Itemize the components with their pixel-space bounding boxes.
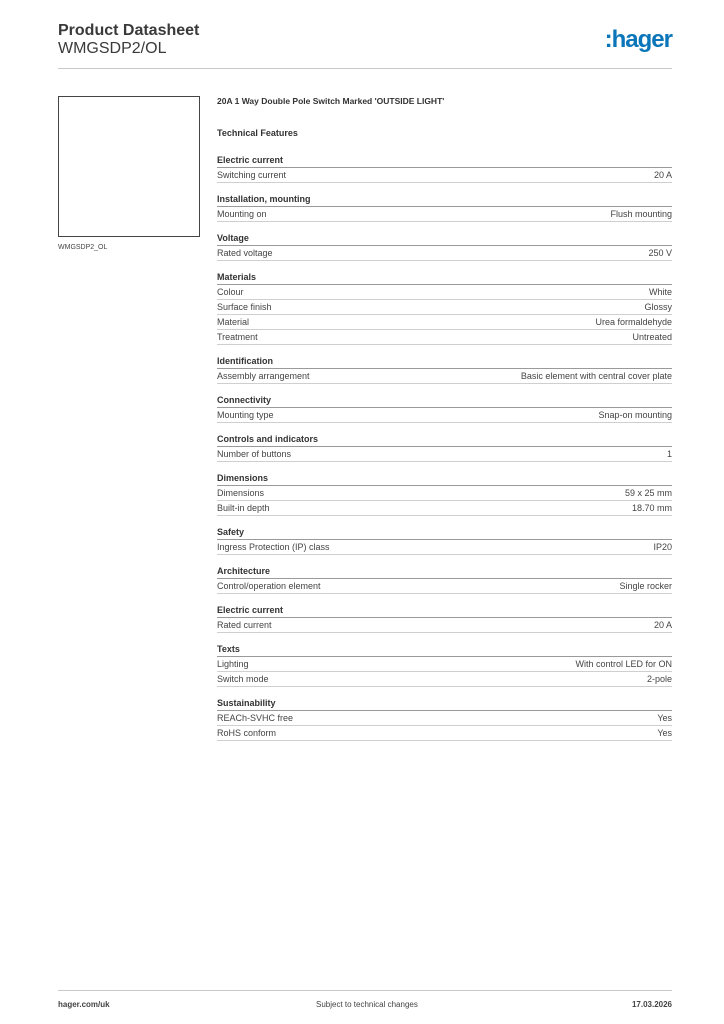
feature-section xyxy=(217,355,672,384)
feature-label: Switching current xyxy=(217,170,287,180)
hager-logo xyxy=(605,26,672,54)
feature-value: With control LED for ON xyxy=(575,659,672,669)
feature-row xyxy=(217,207,672,222)
product-title: 20A 1 Way Double Pole Switch Marked 'OUTSIDE LIGHT' xyxy=(217,96,445,106)
feature-value: Urea formaldehyde xyxy=(595,317,672,327)
feature-value: Basic element with central cover plate xyxy=(520,371,672,381)
feature-value: Yes xyxy=(657,728,672,738)
feature-value: 20 A xyxy=(653,620,672,630)
feature-section xyxy=(217,232,672,261)
feature-row xyxy=(217,657,672,672)
feature-value: IP20 xyxy=(653,542,672,552)
feature-row xyxy=(217,246,672,261)
section-heading: Dimensions xyxy=(217,472,672,486)
product-image-placeholder xyxy=(58,96,200,237)
feature-row xyxy=(217,369,672,384)
feature-label: Surface finish xyxy=(217,302,272,312)
feature-section xyxy=(217,472,672,516)
feature-label: REACh-SVHC free xyxy=(217,713,294,723)
feature-row xyxy=(217,300,672,315)
feature-value: 20 A xyxy=(653,170,672,180)
section-heading: Connectivity xyxy=(217,394,672,408)
feature-row xyxy=(217,408,672,423)
feature-row xyxy=(217,285,672,300)
feature-value: 59 x 25 mm xyxy=(624,488,672,498)
feature-value: Untreated xyxy=(632,332,672,342)
feature-label: Rated voltage xyxy=(217,248,273,258)
feature-label: Control/operation element xyxy=(217,581,321,591)
feature-row xyxy=(217,330,672,345)
feature-row xyxy=(217,315,672,330)
feature-value: Flush mounting xyxy=(610,209,672,219)
feature-label: Assembly arrangement xyxy=(217,371,310,381)
feature-value: 2-pole xyxy=(646,674,672,684)
feature-row xyxy=(217,579,672,594)
feature-row xyxy=(217,672,672,687)
feature-label: Treatment xyxy=(217,332,258,342)
section-heading: Installation, mounting xyxy=(217,193,672,207)
section-heading: Materials xyxy=(217,271,672,285)
feature-section xyxy=(217,643,672,687)
feature-label: Rated current xyxy=(217,620,272,630)
feature-row xyxy=(217,447,672,462)
feature-value: 1 xyxy=(666,449,672,459)
product-code: WMGSDP2/OL xyxy=(58,40,167,57)
footer-note: Subject to technical changes xyxy=(316,1000,418,1009)
feature-row xyxy=(217,540,672,555)
logo-text: hager xyxy=(611,26,672,53)
feature-label: Dimensions xyxy=(217,488,265,498)
feature-label: RoHS conform xyxy=(217,728,277,738)
feature-section xyxy=(217,193,672,222)
feature-section xyxy=(217,565,672,594)
feature-section xyxy=(217,604,672,633)
datasheet-content xyxy=(217,95,672,741)
feature-value: Snap-on mounting xyxy=(598,410,672,420)
section-heading: Sustainability xyxy=(217,697,672,711)
section-heading: Identification xyxy=(217,355,672,369)
feature-label: Material xyxy=(217,317,250,327)
feature-value: Yes xyxy=(657,713,672,723)
feature-row xyxy=(217,486,672,501)
feature-value: 18.70 mm xyxy=(631,503,672,513)
feature-section xyxy=(217,526,672,555)
section-heading: Voltage xyxy=(217,232,672,246)
feature-value: White xyxy=(648,287,672,297)
feature-label: Number of buttons xyxy=(217,449,292,459)
feature-label: Mounting type xyxy=(217,410,274,420)
feature-sections xyxy=(217,154,672,741)
feature-value: Single rocker xyxy=(619,581,672,591)
section-heading: Controls and indicators xyxy=(217,433,672,447)
feature-section xyxy=(217,394,672,423)
feature-label: Lighting xyxy=(217,659,249,669)
feature-label: Mounting on xyxy=(217,209,267,219)
logo-prefix: : xyxy=(604,26,612,53)
feature-row xyxy=(217,711,672,726)
page-header xyxy=(58,20,672,69)
footer-website: hager.com/uk xyxy=(58,1000,110,1009)
section-heading: Safety xyxy=(217,526,672,540)
technical-features-heading: Technical Features xyxy=(217,128,298,138)
page-footer xyxy=(58,990,672,1011)
footer-date: 17.03.2026 xyxy=(631,1000,672,1009)
section-heading: Electric current xyxy=(217,604,672,618)
feature-section xyxy=(217,697,672,741)
feature-section xyxy=(217,433,672,462)
image-caption: WMGSDP2_OL xyxy=(58,244,108,251)
section-heading: Architecture xyxy=(217,565,672,579)
feature-label: Colour xyxy=(217,287,244,297)
feature-row xyxy=(217,618,672,633)
feature-section xyxy=(217,154,672,183)
section-heading: Electric current xyxy=(217,154,672,168)
feature-label: Ingress Protection (IP) class xyxy=(217,542,330,552)
feature-label: Switch mode xyxy=(217,674,269,684)
feature-row xyxy=(217,168,672,183)
section-heading: Texts xyxy=(217,643,672,657)
feature-value: Glossy xyxy=(644,302,672,312)
feature-row xyxy=(217,726,672,741)
feature-section xyxy=(217,271,672,345)
document-title: Product Datasheet xyxy=(58,22,200,39)
feature-row xyxy=(217,501,672,516)
feature-value: 250 V xyxy=(648,248,672,258)
feature-label: Built-in depth xyxy=(217,503,270,513)
